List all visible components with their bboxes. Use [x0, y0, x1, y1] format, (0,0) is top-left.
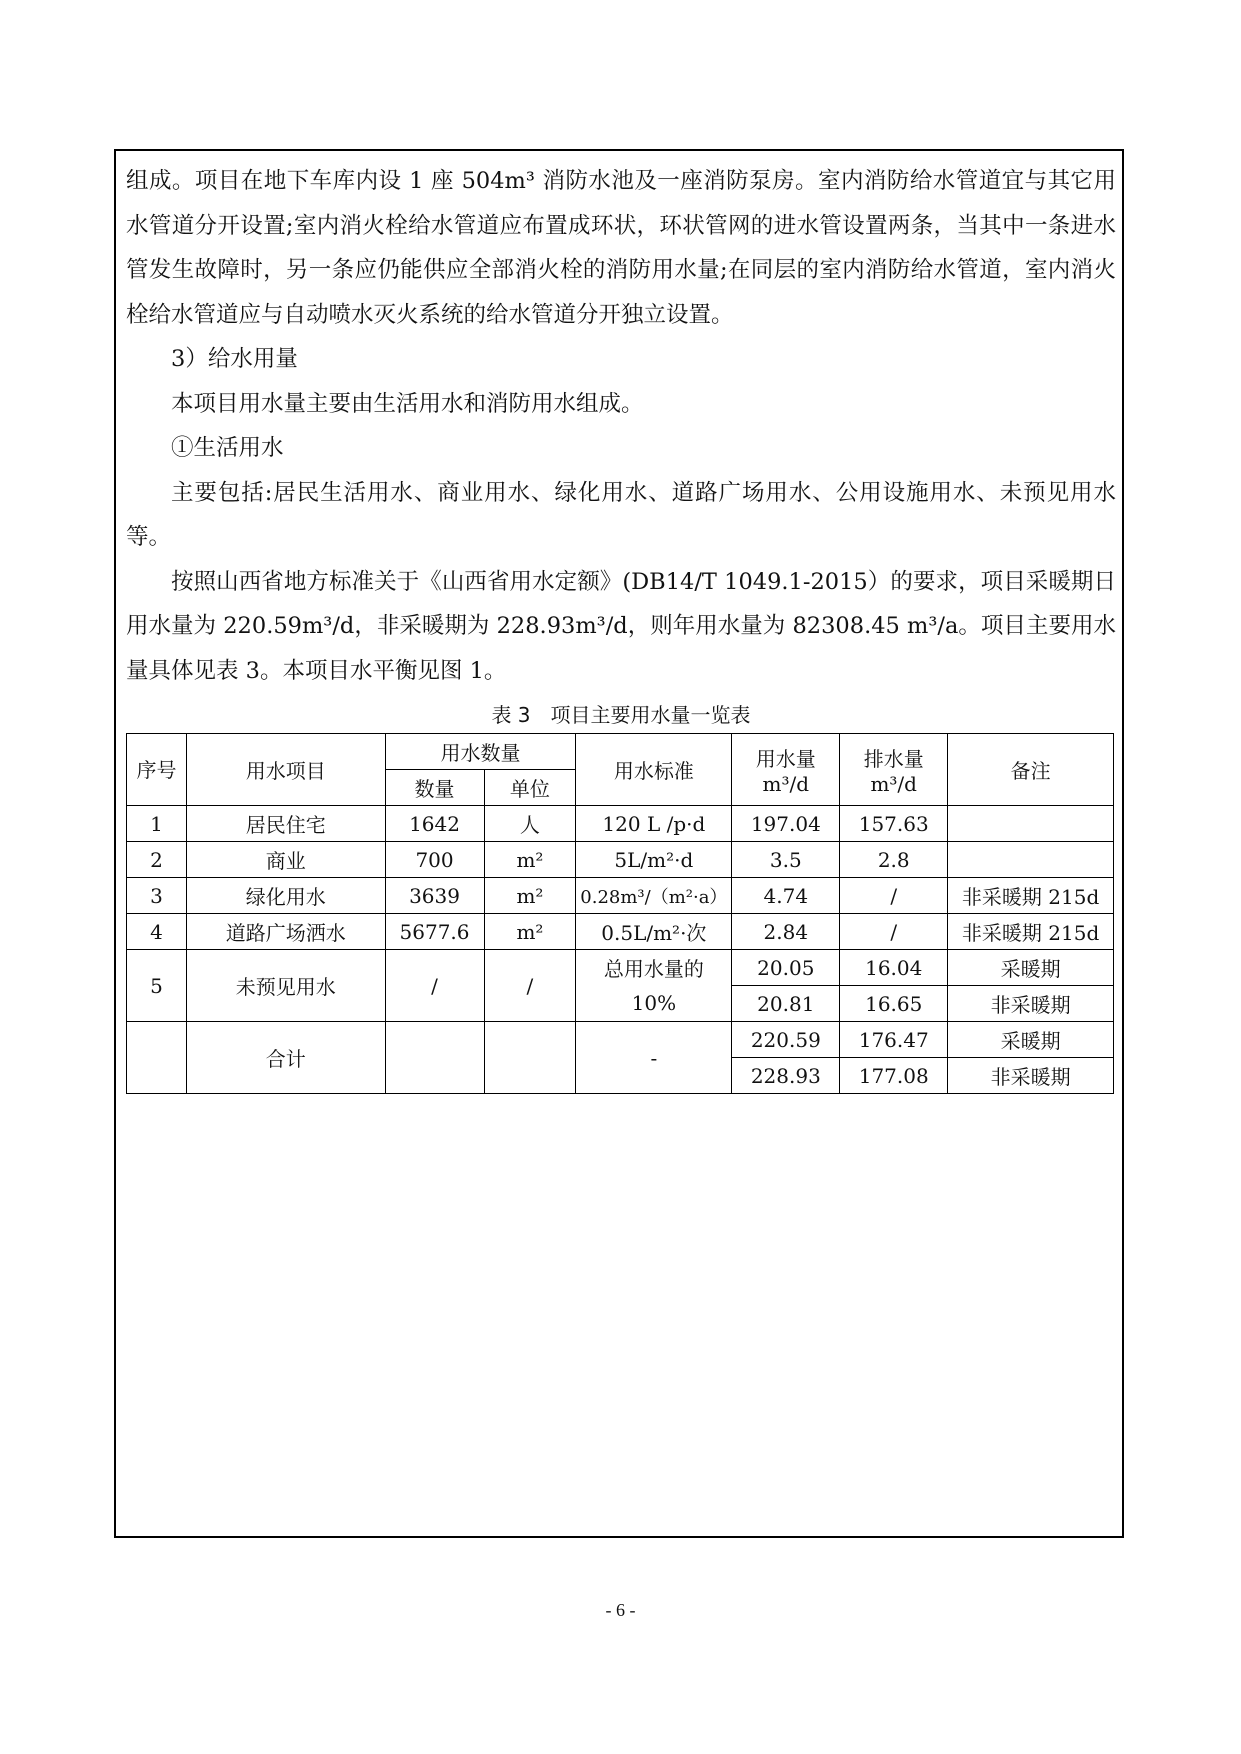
cell-remark: 非采暖期	[948, 1058, 1114, 1094]
cell-quantity: 5677.6	[385, 914, 484, 950]
cell-use: 20.81	[732, 986, 840, 1022]
cell-item: 居民住宅	[186, 806, 385, 842]
cell-item: 未预见用水	[186, 950, 385, 1022]
cell-unit-empty	[484, 1022, 576, 1094]
cell-drain: 157.63	[840, 806, 948, 842]
cell-use: 2.84	[732, 914, 840, 950]
cell-use: 228.93	[732, 1058, 840, 1094]
cell-remark	[948, 806, 1114, 842]
cell-drain: /	[840, 878, 948, 914]
header-water-use-label: 用水量	[755, 747, 816, 771]
cell-item: 道路广场洒水	[186, 914, 385, 950]
cell-standard: 0.28m³/（m²·a）	[576, 878, 732, 914]
header-drainage-unit: m³/d	[870, 772, 917, 796]
cell-seq-empty	[127, 1022, 187, 1094]
section-heading-water-usage: 3）给水用量	[171, 346, 298, 372]
cell-use: 3.5	[732, 842, 840, 878]
cell-quantity: /	[385, 950, 484, 1022]
cell-unit: /	[484, 950, 576, 1022]
paragraph-standard-reference: 按照山西省地方标准关于《山西省用水定额》(DB14/T 1049.1-2015）的要求，项目采暖期日用水量为 220.59m³/d，非采暖期为 228.93m³/d，则年用水量为 82308.45 m³/a。项目主要用水量具体见表 3。本项目水平衡见图 1。	[126, 568, 1116, 684]
header-unit: 单位	[484, 770, 576, 806]
header-drainage	[840, 734, 948, 806]
cell-remark: 非采暖期 215d	[948, 878, 1114, 914]
header-standard: 用水标准	[576, 734, 732, 806]
table-row	[127, 842, 1114, 878]
cell-unit: m²	[484, 878, 576, 914]
cell-drain: 16.65	[840, 986, 948, 1022]
paragraph-fire-water: 组成。项目在地下车库内设 1 座 504m³ 消防水池及一座消防泵房。室内消防给水管道宜与其它用水管道分开设置;室内消火栓给水管道应布置成环状，环状管网的进水管设置两条，当其中一条进水管发生故障时，另一条应仍能供应全部消火栓的消防用水量;在同层的室内消防给水管道，室内消火栓给水管道应与自动喷水灭火系统的给水管道分开独立设置。	[126, 168, 1116, 328]
cell-drain: /	[840, 914, 948, 950]
table-caption: 表 3 项目主要用水量一览表	[491, 703, 751, 727]
header-remark: 备注	[948, 734, 1114, 806]
table-row	[127, 878, 1114, 914]
header-water-use	[732, 734, 840, 806]
document-body	[126, 159, 1116, 1094]
water-usage-table	[126, 733, 1114, 1094]
cell-standard: 总用水量的10%	[576, 950, 732, 1022]
paragraph-usage-composition: 本项目用水量主要由生活用水和消防用水组成。	[171, 390, 644, 417]
cell-use: 4.74	[732, 878, 840, 914]
subheading-domestic-water: ①生活用水	[171, 435, 284, 461]
table-row	[127, 950, 1114, 986]
table-row	[127, 914, 1114, 950]
cell-remark: 非采暖期	[948, 986, 1114, 1022]
cell-remark: 采暖期	[948, 950, 1114, 986]
cell-unit: m²	[484, 842, 576, 878]
cell-quantity: 1642	[385, 806, 484, 842]
cell-remark: 采暖期	[948, 1022, 1114, 1058]
cell-quantity: 700	[385, 842, 484, 878]
header-quantity-group: 用水数量	[385, 734, 576, 770]
cell-total-label: 合计	[186, 1022, 385, 1094]
header-item: 用水项目	[186, 734, 385, 806]
content-frame	[114, 149, 1124, 1538]
cell-use: 20.05	[732, 950, 840, 986]
cell-drain: 16.04	[840, 950, 948, 986]
header-water-use-unit: m³/d	[762, 772, 810, 796]
table-total-row	[127, 1022, 1114, 1058]
cell-drain: 177.08	[840, 1058, 948, 1094]
cell-seq: 4	[127, 914, 187, 950]
cell-quantity-empty	[385, 1022, 484, 1094]
cell-standard: 5L/m²·d	[576, 842, 732, 878]
table-row	[127, 806, 1114, 842]
cell-seq: 5	[127, 950, 187, 1022]
cell-drain: 2.8	[840, 842, 948, 878]
header-quantity: 数量	[385, 770, 484, 806]
cell-seq: 3	[127, 878, 187, 914]
header-drainage-label: 排水量	[863, 747, 924, 771]
cell-use: 220.59	[732, 1022, 840, 1058]
cell-remark	[948, 842, 1114, 878]
cell-standard: 120 L /p·d	[576, 806, 732, 842]
cell-remark: 非采暖期 215d	[948, 914, 1114, 950]
cell-item: 绿化用水	[186, 878, 385, 914]
cell-item: 商业	[186, 842, 385, 878]
cell-use: 197.04	[732, 806, 840, 842]
cell-seq: 2	[127, 842, 187, 878]
cell-unit: m²	[484, 914, 576, 950]
cell-standard: -	[576, 1022, 732, 1094]
cell-drain: 176.47	[840, 1022, 948, 1058]
cell-seq: 1	[127, 806, 187, 842]
paragraph-domestic-items: 主要包括:居民生活用水、商业用水、绿化用水、道路广场用水、公用设施用水、未预见用水等。	[126, 479, 1116, 550]
cell-quantity: 3639	[385, 878, 484, 914]
table-header-row	[127, 734, 1114, 770]
page-number: - 6 -	[605, 1600, 636, 1620]
header-seq: 序号	[127, 734, 187, 806]
cell-standard: 0.5L/m²·次	[576, 914, 732, 950]
cell-unit: 人	[484, 806, 576, 842]
